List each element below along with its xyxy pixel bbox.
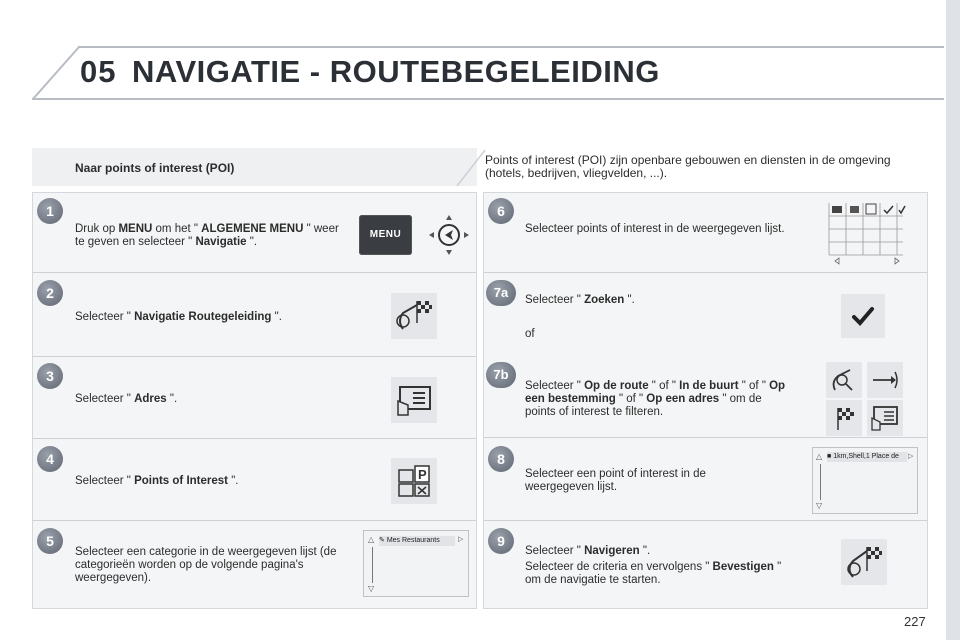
chapter-number: 05 — [80, 54, 117, 89]
route-guidance-flag-icon — [391, 293, 437, 339]
edit-icon: ✎ — [379, 537, 385, 544]
step-7b-text: Selecteer " Op de route " of " In de buurt " of " Op een bestemming " of " Op een adres " om de points of interest te filteren. — [525, 380, 786, 418]
step-1-text: Druk op MENU om het " ALGEMENE MENU " weer te geven en selecteer " Navigatie ". — [75, 223, 339, 248]
on-route-filter-icon — [826, 362, 862, 398]
right-divider-3 — [484, 520, 927, 521]
page-side-tab — [946, 0, 960, 640]
left-divider-3 — [33, 438, 476, 439]
step-badge: 1 — [37, 198, 63, 224]
step-4-text: Selecteer " Points of Interest ". — [75, 475, 239, 487]
step-badge: 8 — [488, 446, 514, 472]
step-7a-text: Selecteer " Zoeken ". — [525, 294, 635, 306]
screen-scroll-up-icon: △ — [816, 452, 823, 461]
step-8-text: Selecteer een point of interest in de weergegeven lijst. — [525, 468, 706, 493]
list-item: ✎ Mes Restaurants — [379, 536, 455, 546]
confirm-check-icon — [841, 294, 885, 338]
step-2-text: Selecteer " Navigatie Routegeleiding ". — [75, 311, 282, 323]
menu-button-label: MENU — [369, 229, 402, 240]
intro-corner-diagonal — [455, 148, 487, 188]
header-line-bottom — [32, 98, 944, 100]
step-badge: 6 — [488, 198, 514, 224]
next-page-icon: ▷ — [908, 453, 914, 460]
intro-text: Points of interest (POI) zijn openbare gebouwen en diensten in de omgeving (hotels, bedrijven, vliegvelden, ...). — [485, 153, 891, 180]
step-9-text: Selecteer " Navigeren ". — [525, 545, 651, 557]
address-filter-icon — [867, 400, 903, 436]
points-of-interest-icon — [391, 458, 437, 504]
step-3-text: Selecteer " Adres ". — [75, 393, 178, 405]
poi-list-screen — [812, 447, 918, 514]
category-list-screen — [363, 530, 469, 597]
step-6-text: Selecteer points of interest in de weergegeven lijst. — [525, 223, 785, 235]
intro-title: Naar points of interest (POI) — [75, 161, 235, 175]
step-badge: 7b — [486, 362, 516, 388]
step-9-text-2: Selecteer de criteria en vervolgens " Bevestigen " om de navigatie te starten. — [525, 561, 782, 586]
screen-scroll-down-icon: ▽ — [368, 584, 375, 593]
screen-scroll-up-icon: △ — [368, 535, 375, 544]
nearby-arrow-icon — [867, 362, 903, 398]
poi-grid-screen — [823, 198, 909, 268]
left-divider-2 — [33, 356, 476, 357]
step-badge: 3 — [37, 363, 63, 389]
step-badge: 9 — [488, 528, 514, 554]
step-badge: 2 — [37, 280, 63, 306]
step-badge: 7a — [486, 280, 516, 306]
page-number: 227 — [904, 614, 926, 629]
header-line-top — [78, 46, 944, 48]
navigate-flag-icon — [841, 539, 887, 585]
address-card-icon — [391, 377, 437, 423]
left-divider-4 — [33, 520, 476, 521]
poi-marker-icon: ■ — [827, 453, 832, 460]
menu-button[interactable] — [359, 215, 412, 255]
step-5-text: Selecteer een categorie in de weergegeven lijst (de categorieën worden op de volgende pagina's weergegeven). — [75, 546, 337, 584]
list-item: ■ 1km,Shell,1 Place de — [827, 452, 907, 462]
navigation-dial-icon — [425, 212, 473, 258]
step-badge: 4 — [37, 446, 63, 472]
right-divider-1 — [484, 272, 927, 273]
page-title: NAVIGATIE - ROUTEBEGELEIDING — [132, 54, 660, 89]
next-page-icon: ▷ — [458, 536, 464, 543]
left-divider-1 — [33, 272, 476, 273]
right-divider-2 — [484, 437, 927, 438]
screen-scrollbar — [820, 464, 821, 500]
header-corner-diagonal — [30, 44, 82, 102]
screen-scroll-down-icon: ▽ — [816, 501, 823, 510]
destination-flag-icon — [826, 400, 862, 436]
step-badge: 5 — [37, 528, 63, 554]
step-7a-or: of — [525, 328, 535, 340]
svg-text:P: P — [418, 467, 427, 482]
screen-scrollbar — [372, 547, 373, 583]
